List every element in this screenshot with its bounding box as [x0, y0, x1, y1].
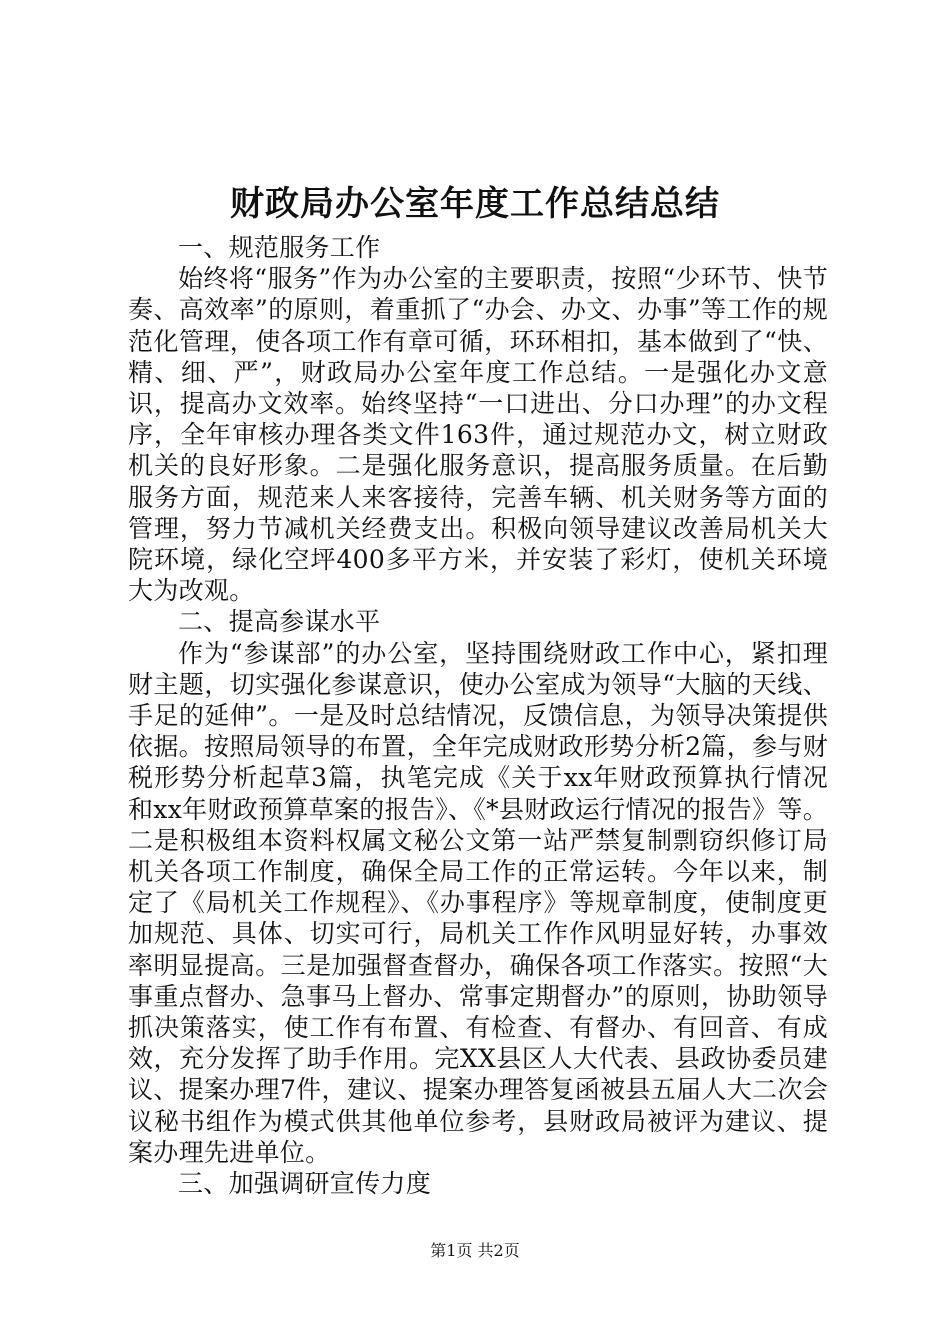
body-paragraph: 作为“参谋部”的办公室，坚持围绕财政工作中心，紧扣理财主题，切实强化参谋意识，使办公室成为领导“大脑的天线、手足的延伸”。一是及时总结情况，反馈信息，为领导决策提供依据。按照局领导的布置，全年完成财政形势分析2篇，参与财税形势分析起草3篇，执笔完成《关于xx年财政预算执行情况和xx年财政预算草案的报告》、《*县财政运行情况的报告》等。二是积极组本资料权属文秘公文第一站严禁复制剽窃织修订局机关各项工作制度，确保全局工作的正常运转。今年以来，制定了《局机关工作规程》、《办事程序》等规章制度，使制度更加规范、具体、切实可行，局机关工作作风明显好转，办事效率明显提高。三是加强督查督办，确保各项工作落实。按照“大事重点督办、急事马上督办、常事定期督办”的原则，协助领导抓决策落实，使工作有布置、有检查、有督办、有回音、有成效，充分发挥了助手作用。完XX县区人大代表、县政协委员建议、提案办理7件，建议、提案办理答复函被县五届人大二次会议秘书组作为模式供其他单位参考，县财政局被评为建议、提案办理先进单位。	[128, 638, 828, 1167]
document-title: 财政局办公室年度工作总结总结	[230, 184, 720, 224]
section-heading: 三、加强调研宣传力度	[178, 1169, 432, 1199]
body-paragraph: 始终将“服务”作为办公室的主要职责，按照“少环节、快节奏、高效率”的原则，着重抓了“办会、办文、办事”等工作的规范化管理，使各项工作有章可循，环环相扣，基本做到了“快、精、细、严”，财政局办公室年度工作总结。一是强化办文意识，提高办文效率。始终坚持“一口进出、分口办理”的办文程序，全年审核办理各类文件163件，通过规范办文，树立财政机关的良好形象。二是强化服务意识，提高服务质量。在后勤服务方面，规范来人来客接待，完善车辆、机关财务等方面的管理，努力节减机关经费支出。积极向领导建议改善局机关大院环境，绿化空坪400多平方米，并安装了彩灯，使机关环境大为改观。	[128, 264, 828, 606]
section-heading: 二、提高参谋水平	[178, 607, 381, 637]
section-heading: 一、规范服务工作	[178, 233, 381, 262]
document-body	[128, 232, 828, 1199]
page-number-footer: 第1页 共2页	[430, 1241, 520, 1260]
